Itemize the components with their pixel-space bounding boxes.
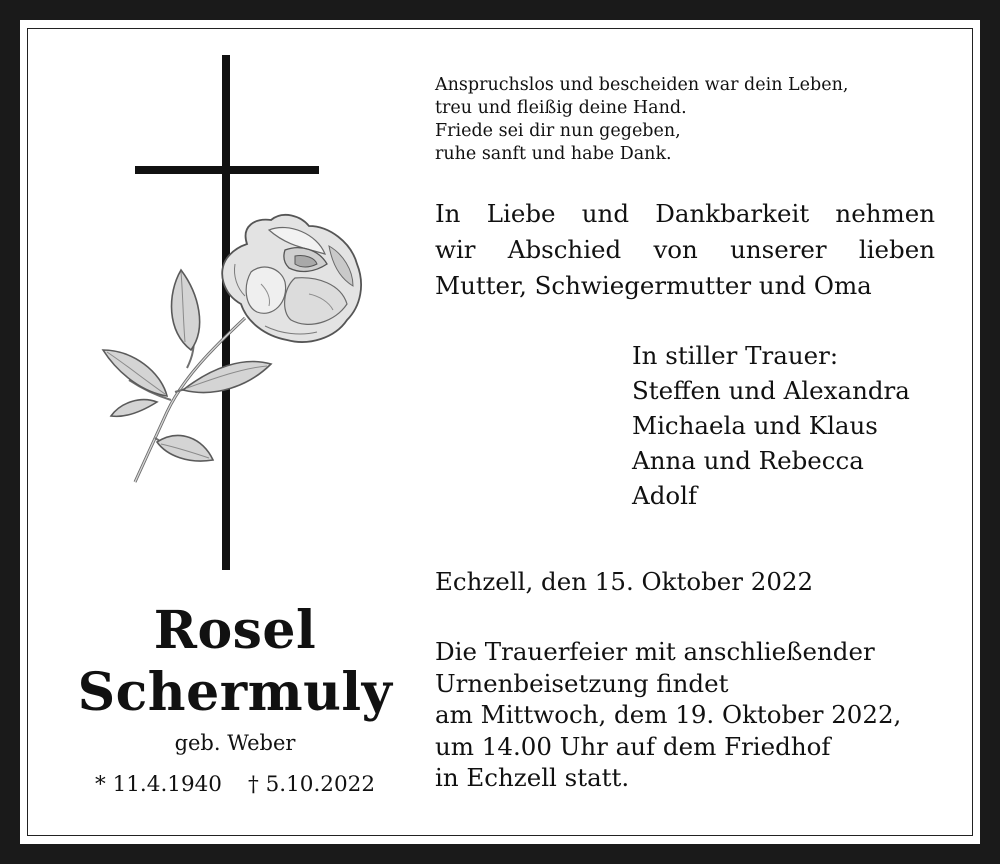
poem-line: Anspruchslos und bescheiden war dein Leben, (435, 75, 849, 95)
farewell-line: In Liebe und Dankbarkeit nehmen (435, 199, 935, 228)
ceremony-info (435, 636, 901, 794)
maiden-name: geb. Weber (174, 731, 296, 755)
mourners-list (632, 338, 910, 513)
mourner-name: Anna und Rebecca (632, 446, 864, 475)
poem-line: Friede sei dir nun gegeben, (435, 121, 681, 141)
poem-line: treu und fleißig deine Hand. (435, 98, 687, 118)
birth-date: * 11.4.1940 (94, 772, 222, 797)
ceremony-line: um 14.00 Uhr auf dem Friedhof (435, 731, 831, 761)
mourner-name: Steffen und Alexandra (632, 376, 910, 405)
poem-line: ruhe sanft und habe Dank. (435, 144, 672, 164)
farewell-line: Mutter, Schwiegermutter und Oma (435, 271, 872, 300)
death-date: † 5.10.2022 (248, 772, 376, 797)
ceremony-line: in Echzell statt. (435, 763, 630, 792)
deceased-info (40, 600, 430, 800)
ceremony-line: Die Trauerfeier mit anschließender (435, 637, 875, 666)
deceased-first-name: Rosel (153, 600, 317, 661)
farewell-text (435, 196, 935, 304)
rose-icon (103, 215, 361, 482)
place-date: Echzell, den 15. Oktober 2022 (435, 567, 814, 596)
ceremony-line: Urnenbeisetzung findet (435, 668, 729, 698)
mourners-heading: In stiller Trauer: (632, 341, 839, 370)
ceremony-line: am Mittwoch, dem 19. Oktober 2022, (435, 700, 902, 729)
cross-rose-ornament (95, 50, 385, 580)
farewell-line: wir Abschied von unserer lieben (435, 235, 935, 264)
poem (435, 74, 848, 166)
deceased-last-name: Schermuly (77, 662, 393, 723)
mourner-name: Adolf (632, 481, 698, 510)
life-dates (40, 770, 430, 800)
mourner-name: Michaela und Klaus (632, 411, 878, 440)
